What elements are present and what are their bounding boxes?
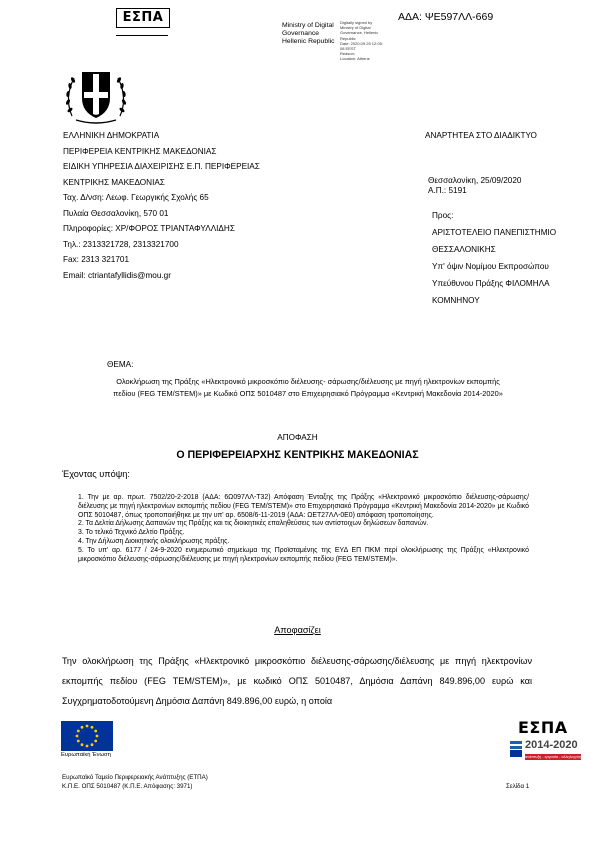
digital-governance-line: Hellenic Republic	[282, 38, 335, 45]
considering-label: Έχοντας υπόψη:	[62, 469, 130, 479]
document-date: Θεσσαλονίκη, 25/09/2020	[428, 176, 522, 185]
signature-line: Governance, Hellenic	[340, 30, 379, 36]
espa-logo-text: ΕΣΠΑ	[116, 8, 170, 28]
subject-line: Ολοκλήρωση της Πράξης «Ηλεκτρονικό μικροσκόπιο διέλευσης- σάρωσης/διέλευσης με πηγή ηλεκτρονίων εκπομπής	[116, 377, 500, 386]
eu-label: Ευρωπαϊκή Ένωση	[61, 752, 111, 758]
digital-governance-label	[282, 22, 344, 46]
considerations-list	[78, 494, 529, 564]
consideration-item: 2. Τα Δελτία Δήλωσης Δαπανών της Πράξης και τις διοικητικές επαληθεύσεις των αντίστοιχων δηλώσεων δαπανών.	[78, 520, 429, 528]
digital-governance-line: Governance	[282, 30, 320, 37]
sender-block	[63, 131, 303, 286]
sender-line: ΕΛΛΗΝΙΚΗ ΔΗΜΟΚΡΑΤΙΑ	[63, 131, 160, 140]
decision-title: ΑΠΟΦΑΣΗ	[277, 433, 318, 442]
consideration-item: 1. Την με αρ. πρωτ. 7502/20-2-2018 (ΑΔΑ: 6Ω097ΛΛ-Τ32) Απόφαση Ένταξης της Πράξης «Ηλεκτρονικό μικροσκόπιο διέλευσης-σάρωσης/διέλευσης με πηγή ηλεκτρονίων εκπομπής πεδίου (FEG TEM/STEM)» στο Επιχειρησιακό Πρόγραμμα «Κεντρική Μακεδονία 2014-2020» με Κωδικό ΟΠΣ 5010487, όπως τροποποιήθηκε με την υπ' αρ. 6508/6-11-2019 (ΑΔΑ: ΩΕΤ27ΛΛ-0Ε0) απόφαση τροποποίησης.	[78, 494, 529, 519]
signature-line: Location: Athens	[340, 56, 370, 62]
espa-2014-2020-logo	[510, 719, 582, 761]
footer-fund-line: Ευρωπαϊκό Ταμείο Περιφερειακής Ανάπτυξης (ΕΤΠΑ)	[62, 774, 208, 781]
sender-line: ΚΕΝΤΡΙΚΗΣ ΜΑΚΕΔΟΝΙΑΣ	[63, 177, 165, 187]
espa-tagline: ανάπτυξη - εργασία - αλληλεγγύη	[525, 755, 581, 759]
signature-line: 08 EEST	[340, 46, 357, 52]
subject-label: ΘΕΜΑ:	[107, 360, 134, 369]
recipient-line: ΚΟΜΝΗΝΟΥ	[432, 296, 480, 305]
protocol-number: Α.Π.: 5191	[428, 186, 467, 195]
sender-line: Πυλαία Θεσσαλονίκη, 570 01	[63, 208, 169, 218]
greek-flag-icon	[510, 741, 522, 749]
sender-line: Fax: 2313 321701	[63, 255, 130, 264]
ada-code: ΑΔΑ: ΨΕ597ΛΛ-669	[398, 11, 494, 23]
recipient-line: ΘΕΣΣΑΛΟΝΙΚΗΣ	[432, 245, 496, 254]
eu-flag-icon	[61, 721, 113, 751]
sender-line: Ταχ. Δ/νση: Λεωφ. Γεωργικής Σχολής 65	[63, 193, 209, 202]
signature-line: Ministry of Digital	[340, 25, 371, 31]
espa-years: 2014-2020	[525, 739, 578, 751]
page-number: Σελίδα 1	[506, 783, 530, 790]
recipient-line: Υπεύθυνου Πράξης ΦΙΛΟΜΗΛΑ	[432, 279, 550, 288]
digital-signature-block	[340, 20, 400, 62]
subject-text	[78, 377, 538, 398]
sender-line: ΠΕΡΙΦΕΡΕΙΑ ΚΕΝΤΡΙΚΗΣ ΜΑΚΕΔΟΝΙΑΣ	[63, 146, 217, 156]
digital-governance-line: Ministry of Digital	[282, 22, 334, 29]
signature-line: Date: 2020.09.25 12:05:	[340, 40, 383, 46]
signature-line: Digitally signed by	[340, 20, 373, 25]
eu-mini-flag-icon	[510, 750, 522, 757]
greek-coat-of-arms-icon	[62, 64, 130, 126]
posting-notice: ΑΝΑΡΤΗΤΕΑ ΣΤΟ ΔΙΑΔΙΚΤΥΟ	[425, 131, 537, 140]
recipient-line: Υπ' όψιν Νομίμου Εκπροσώπου	[432, 262, 549, 271]
signature-line: Republic	[340, 35, 356, 41]
recipient-block	[432, 211, 587, 313]
espa-logo-header	[116, 8, 170, 36]
signature-line: Reason:	[340, 51, 355, 57]
recipient-line: ΑΡΙΣΤΟΤΕΛΕΙΟ ΠΑΝΕΠΙΣΤΗΜΙΟ	[432, 228, 557, 237]
sender-line: ΕΙΔΙΚΗ ΥΠΗΡΕΣΙΑ ΔΙΑΧΕΙΡΙΣΗΣ Ε.Π. ΠΕΡΙΦΕΡΕΙΑΣ	[63, 162, 260, 171]
consideration-item: 4. Την Δήλωση Διοικητικής ολοκλήρωσης πράξης.	[78, 537, 230, 545]
sender-line: Email: ctriantafyllidis@mou.gr	[63, 270, 171, 280]
decides-label: Αποφασίζει	[274, 625, 321, 635]
to-label: Προς:	[432, 211, 454, 220]
subject-line: πεδίου (FEG TEM/STEM)» με Κωδικό ΟΠΣ 5010487 στο Επιχειρησιακό Πρόγραμμα «Κεντρική Μακεδονία 2014-2020»	[113, 389, 503, 398]
decides-body: Την ολοκλήρωση της Πράξης «Ηλεκτρονικό μικροσκόπιο διέλευσης-σάρωσης/διέλευσης με πηγή ηλεκτρονίων εκπομπής πεδίου (FEG TEM/STEM)», με κωδικό ΟΠΣ 5010487, Δημόσια Δαπάνη 849.896,00 ευρώ και Συγχρηματοδοτούμενη Δημόσια Δαπάνη 849.896,00 ευρώ, η οποία	[62, 656, 532, 706]
consideration-item: 5. Το υπ' αρ. 6177 / 24-9-2020 ενημερωτικό σημείωμα της Προϊσταμένης της ΕΥΔ ΕΠ ΠΚΜ περί ολοκλήρωσης της Πράξης «Ηλεκτρονικό μικροσκόπιο διέλευσης-σάρωσης/διέλευσης με πηγή ηλεκτρονίων εκπομπής πεδίου (FEG TEM/STEM)».	[78, 546, 529, 563]
espa-logo-underline	[116, 28, 168, 36]
sender-line: Τηλ.: 2313321728, 2313321700	[63, 239, 179, 249]
consideration-item: 3. Το τελικό Τεχνικό Δελτίο Πράξης.	[78, 529, 185, 537]
decision-heading: Ο ΠΕΡΙΦΕΡΕΙΑΡΧΗΣ ΚΕΝΤΡΙΚΗΣ ΜΑΚΕΔΟΝΙΑΣ	[176, 449, 419, 461]
espa-footer-logo-text: ΕΣΠΑ	[518, 718, 568, 737]
sender-line: Πληροφορίες: ΧΡ/ΦΟΡΟΣ ΤΡΙΑΝΤΑΦΥΛΛΙΔΗΣ	[63, 224, 235, 233]
footer-code-line: Κ.Π.Ε. ΟΠΣ 5010487 (Κ.Π.Ε. Απόφασης: 3971)	[62, 783, 193, 790]
